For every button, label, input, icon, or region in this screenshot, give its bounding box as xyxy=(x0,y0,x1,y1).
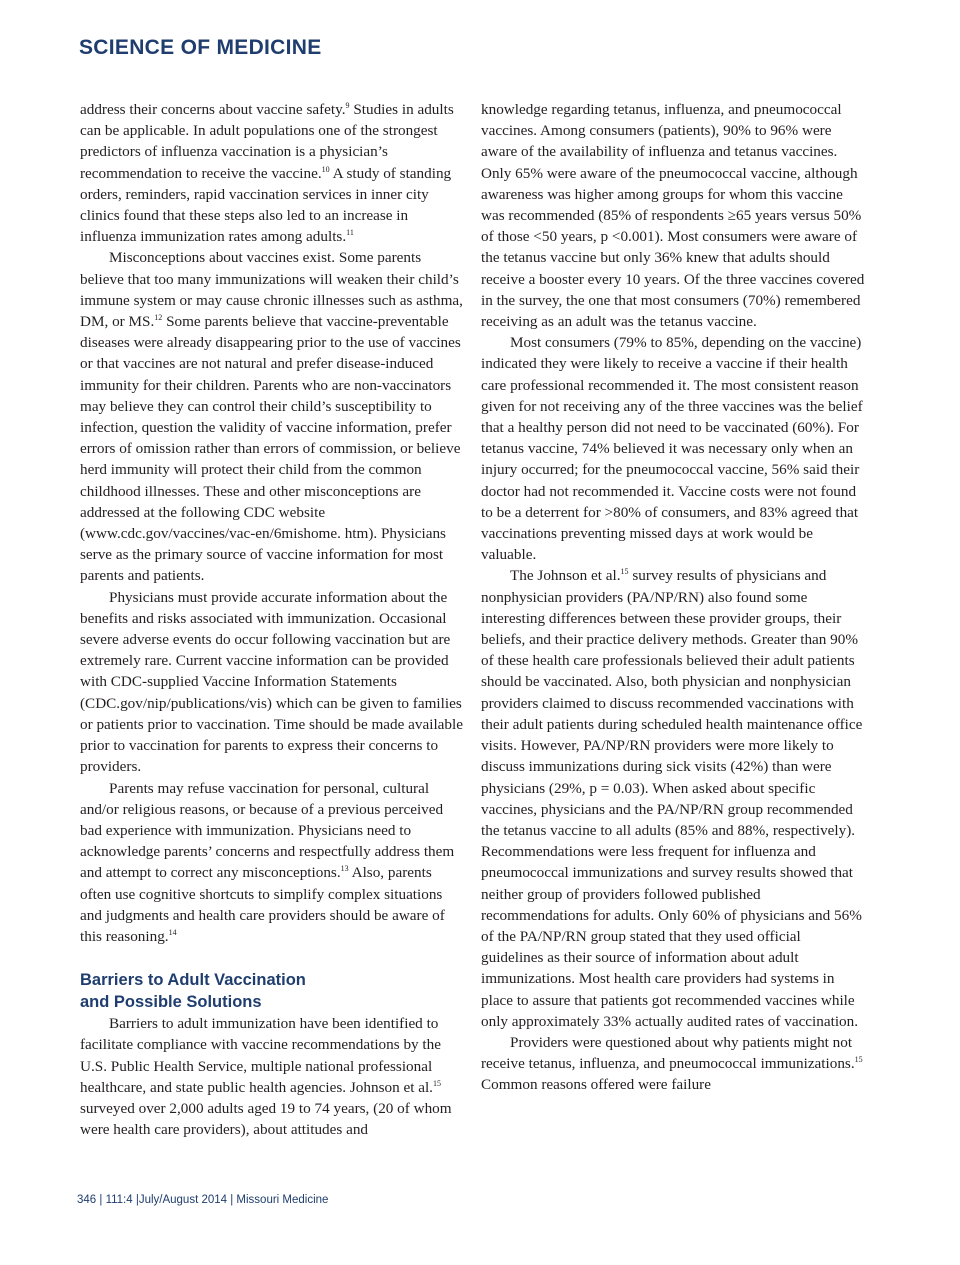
section-heading: Barriers to Adult Vaccination and Possible Solutions xyxy=(80,971,306,1012)
citation: 15 xyxy=(620,567,629,577)
paragraph: Barriers to adult immunization have been identified to facilitate compliance with vaccine recommendations by the U.S. Public Health Service, multiple national professional healthcare, and state public health agencies. Johnson et al.$^{15}$ surveyed over 2,000 adults aged 19 to 74 years, (20 of whom were health care providers), about attitudes and xyxy=(80,1015,452,1139)
paragraph: Providers were questioned about why patients might not receive tetanus, influenza, and pneumococcal immunizations.$^{15}$ Common reasons offered were failure xyxy=(481,1033,863,1094)
paragraph: Physicians must provide accurate information about the benefits and risks associated with immunization. Occasional severe adverse events do occur following vaccination but are extremely rare. Current vaccine information can be provided with CDC-supplied Vaccine Information Statements (CDC.gov/nip/publications/vis) which can be given to families or patients prior to vaccination. Time should be made available prior to vaccination for parents to express their concerns to providers. xyxy=(80,588,463,776)
citation: 13 xyxy=(340,864,349,874)
citation: 14 xyxy=(168,927,177,937)
paragraph: Most consumers (79% to 85%, depending on the vaccine) indicated they were likely to receive a vaccine if their health care professional recommended it. The most consistent reason given for not receiving any of the three vaccines was the belief that a healthy person did not need to be vaccinated (60%). For tetanus vaccine, 74% believed it was necessary only when an injury occurred; for the pneumococcal vaccine, 56% said their doctor had not recommended it. Vaccine costs were not found to be a deterrent for >80% of consumers, and 83% agreed that vaccinations preventing missed days at work would be valuable. xyxy=(481,334,863,564)
citation: 11 xyxy=(346,228,354,238)
paragraph: knowledge regarding tetanus, influenza, and pneumococcal vaccines. Among consumers (patients), 90% to 96% were aware of the availability of influenza and tetanus vaccines. Only 65% were aware of the pneumococcal vaccine, although awareness was higher among groups for whom this vaccine was recommended (85% of respondents ≥65 years versus 50% of those <50 years, p <0.001). Most consumers were aware of the tetanus vaccine but only 36% knew that adults should receive a booster every 10 years. Of the three vaccines covered in the survey, the one that most consumers (70%) remembered receiving as an adult was the tetanus vaccine. xyxy=(481,101,865,331)
right-column xyxy=(481,99,865,1096)
paragraph: Misconceptions about vaccines exist. Some parents believe that too many immunizations will weaken their child’s immune system or may cause chronic illnesses such as asthma, DM, or MS.$^{12}$ Some parents believe that vaccine-preventable diseases were already disappearing prior to the use of vaccines or that vaccines are not natural and prefer disease-induced immunity for their children. Parents who are non-vaccinators may believe they can control their child’s susceptibility to infection, question the validity of vaccine information, prefer errors of omission rather than errors of commission, or believe herd immunity will protect their child from the common childhood illnesses. These and other misconceptions are addressed at the following CDC website (www.cdc.gov/vaccines/vac-en/6mishome. htm). Physicians serve as the primary source of vaccine information for most parents and patients. xyxy=(80,249,463,585)
paragraph: address their concerns about vaccine safety.$^9$ Studies in adults can be applicable. In adult populations one of the strongest predictors of influenza vaccination is a physician’s recommendation to receive the vaccine.$^{10}$ A study of standing orders, reminders, rapid vaccination services in inner city clinics found that these steps also led to an increase in influenza immunization rates among adults.$^{11}$ xyxy=(80,100,454,246)
citation: 12 xyxy=(154,312,163,322)
page-footer: 346 | 111:4 |July/August 2014 | Missouri Medicine xyxy=(77,1194,329,1206)
citation: 15 xyxy=(432,1078,441,1088)
citation: 15 xyxy=(854,1055,863,1065)
paragraph: Parents may refuse vaccination for personal, cultural and/or religious reasons, or because of a previous perceived bad experience with immunization. Physicians need to acknowledge parents’ concerns and respectfully address them and attempt to correct any misconceptions.$^{13}$ Also, parents often use cognitive shortcuts to simplify complex situations and judgments and health care providers should be aware of this reasoning.$^{14}$ xyxy=(80,779,455,945)
citation: 9 xyxy=(345,100,350,110)
section-title: SCIENCE OF MEDICINE xyxy=(79,36,322,59)
left-column xyxy=(80,99,464,1140)
paragraph: The Johnson et al.$^{15}$ survey results of physicians and nonphysician providers (PA/NP/RN) also found some interesting differences between these provider groups, their beliefs, and their practice delivery methods. Greater than 90% of these health care professionals believed their adult patients should be vaccinated. Also, both physician and nonphysician providers claimed to discuss recommended vaccinations with their adult patients during scheduled health maintenance office visits. However, PA/NP/RN providers were more likely to discuss immunizations during sick visits (42%) than were physicians (29%, p = 0.03). When asked about specific vaccines, physicians and the PA/NP/RN group recommended the tetanus vaccine to all adults (85% and 88%, respectively). Recommendations were less frequent for influenza and pneumococcal immunizations and survey results showed that neither group of providers followed published recommendations for adults. Only 60% of physicians and 56% of the PA/NP/RN group stated that they used official guidelines as their source of information about adult immunizations. Most health care providers had systems in place to assure that patients got recommended vaccines while only approximately 33% actually audited rates of vaccination. xyxy=(481,567,863,1030)
citation: 10 xyxy=(321,164,330,174)
